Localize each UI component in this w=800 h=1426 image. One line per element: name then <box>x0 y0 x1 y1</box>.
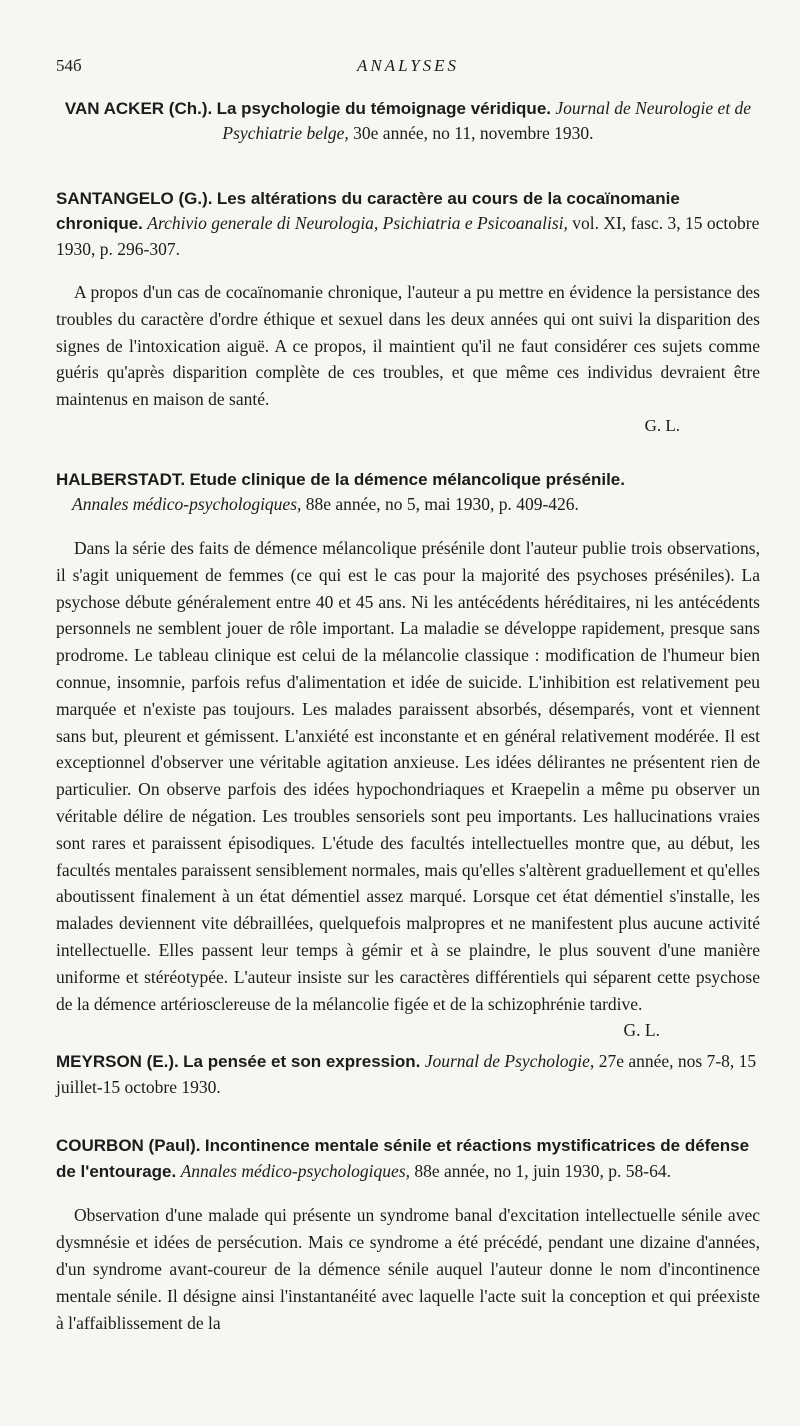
journal-name: Journal de Neurologie et de Psychiatrie belge, <box>222 97 752 143</box>
entry-courbon <box>56 1133 760 1336</box>
reference <box>56 1049 760 1099</box>
entry-halberstadt <box>56 467 760 1041</box>
abstract: A propos d'un cas de cocaïnomanie chronique, l'auteur a pu mettre en évidence la persistance des troubles du caractère d'ordre éthique et sexuel dans les deux années qui ont suivi la disparition des signes de l'intoxication aiguë. A ce propos, il maintient qu'il ne faut considérer ces sujets comme guéris qu'après disparition complète de ces troubles, et que même ces individus devraient être maintenus en maison de santé. <box>56 282 760 410</box>
running-title: ANALYSES <box>356 56 460 75</box>
publication-details: 88e année, no 1, juin 1930, p. 58-64. <box>414 1160 671 1181</box>
author: SANTANGELO (G.). <box>56 188 213 208</box>
reference <box>56 467 760 517</box>
entry-van-acker <box>56 96 760 146</box>
article-title: Les altérations du caractère au cours de la cocaïnomanie chronique. <box>56 188 680 233</box>
reference <box>56 1133 760 1184</box>
entry-meyrson <box>56 1049 760 1099</box>
author: COURBON (Paul). <box>56 1136 201 1156</box>
article-title: Incontinence mentale sénile et réactions mystificatrices de défense de l'entourage. <box>56 1136 750 1181</box>
author: HALBERSTADT. <box>56 469 186 489</box>
journal-name: Annales médico-psychologiques, <box>72 494 302 515</box>
reference <box>56 186 760 262</box>
publication-details: 27e année, nos 7-8, 15 juillet-15 octobre 1930. <box>56 1051 757 1097</box>
journal-name: Journal de Psychologie, <box>424 1051 595 1072</box>
author: VAN ACKER (Ch.). <box>64 98 213 118</box>
abstract <box>56 535 760 1041</box>
journal-name: Annales médico-psychologiques, <box>180 1160 410 1181</box>
article-title: Etude clinique de la démence mélancolique présénile. <box>189 469 625 489</box>
entry-santangelo <box>56 186 760 439</box>
abstract: Observation d'une malade qui présente un syndrome banal d'excitation intellectuelle sénile avec dysmnésie et idées de persécution. Mais ce syndrome a été précédé, pendant une dizaine d'années, d'un syndrome avant-coureur de la démence sénile auquel l'auteur donne le nom d'incontinence mentale sénile. Il désigne ainsi l'instantanéité avec laquelle l'acte suit la conception et qui préexiste à l'affaiblissement de la <box>56 1205 760 1333</box>
abstract-text: Dans la série des faits de démence mélancolique présénile dont l'auteur publie trois observations, il s'agit uniquement de femmes (ce qui est le cas pour la majorité des psychoses préséniles). La psychose débute généralement entre 40 et 45 ans. Ni les antécédents héréditaires, ni les antécédents personnels ne semblent jouer de rôle important. La maladie se développe rapidement, presque sans prodrome. Le tableau clinique est celui de la mélancolie classique : modification de l'humeur bien connue, insomnie, parfois refus d'alimentation et idée de suicide. L'inhibition est relativement peu marquée et n'existe pas toujours. Les malades paraissent absorbés, désemparés, vont et viennent sans but, pleurent et gémissent. L'anxiété est inconstante et en général relativement modérée. Il est exceptionnel d'observer une véritable agitation anxieuse. Les idées délirantes ne présentent rien de particulier. On observe parfois des idées hypochondriaques et Kraepelin a même pu observer un véritable délire de négation. Les troubles sensoriels sont peu importants. Les hallucinations vraies sont rares et paraissent épisodiques. L'étude des facultés intellectuelles montre que, au début, les facultés mentales paraissent sensiblement normales, mais qu'elles s'altèrent graduellement et qu'elles aboutissent finalement à un état démentiel assez marqué. Lorsque cet état démentiel s'installe, les malades deviennent vite débraillées, quelquefois malpropres et ne manifestent plus aucune activité intellectuelle. Elles passent leur temps à gémir et à se plaindre, le plus souvent d'une manière uniforme et stéréotypée. L'auteur insiste sur les caractères différentiels qui séparent cette psychose de la démence artériosclereuse de la mélancolie figée et de la schizophrénie tardive. <box>56 537 760 1014</box>
journal-name: Archivio generale di Neurologia, Psichiatria e Psicoanalisi, <box>147 213 568 233</box>
article-title: La pensée et son expression. <box>183 1052 421 1072</box>
publication-details: vol. XI, fasc. 3, 15 octobre 1930, p. 296-307. <box>56 213 760 259</box>
author: MEYRSON (E.). <box>56 1052 179 1072</box>
reference <box>56 96 760 146</box>
article-title: La psychologie du témoignage véridique. <box>216 98 551 118</box>
publication-details: 88e année, no 5, mai 1930, p. 409-426. <box>305 494 579 515</box>
reviewer-initials: G. L. <box>644 415 680 435</box>
reviewer-initials: G. L. <box>623 1020 660 1041</box>
publication-details: 30e année, no 11, novembre 1930. <box>353 123 594 143</box>
page-number: 54б <box>56 56 82 75</box>
page-header <box>56 48 760 78</box>
